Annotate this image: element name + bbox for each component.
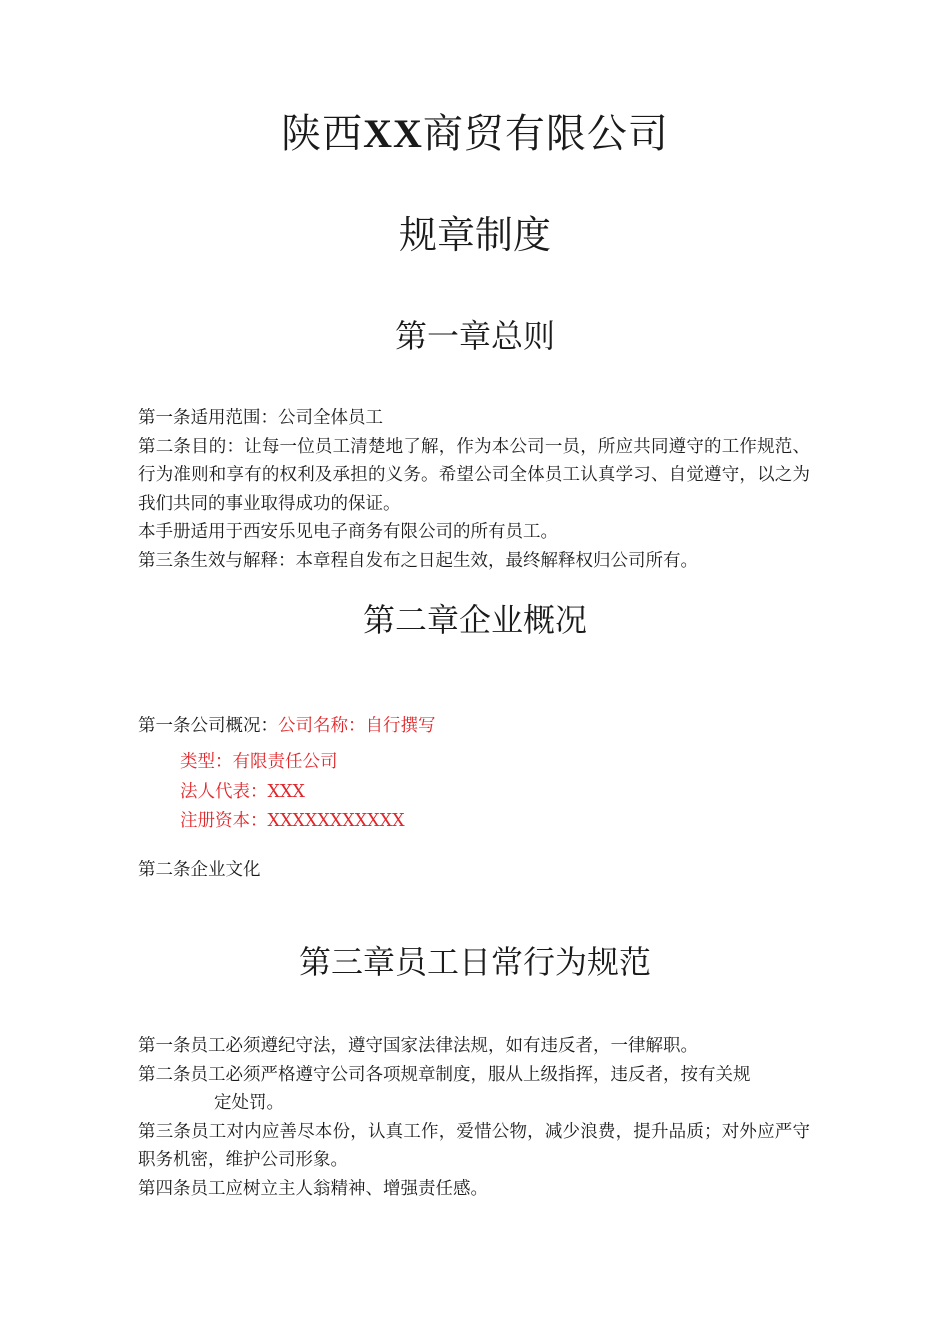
chapter-1-article-1: 第一条适用范围：公司全体员工 xyxy=(138,408,383,428)
chapter-3-article-3: 第三条员工对内应善尽本份，认真工作，爱惜公物，减少浪费，提升品质；对外应严守职务机密，维护公司形象。 xyxy=(138,1121,810,1170)
overview-company-name: 公司名称：自行撰写 xyxy=(278,716,436,736)
chapter-1-heading: 第一章总则 xyxy=(394,317,555,355)
company-title-prefix: 陕西 xyxy=(281,111,364,157)
chapter-1-scope-note: 本手册适用于西安乐见电子商务有限公司的所有员工。 xyxy=(138,522,558,542)
company-info-list xyxy=(138,748,810,837)
chapter-3-article-1: 第一条员工必须遵纪守法，遵守国家法律法规，如有违反者，一律解职。 xyxy=(138,1036,698,1056)
chapter-2-article-1 xyxy=(138,712,810,741)
registered-capital: 注册资本：XXXXXXXXXXX xyxy=(180,811,405,831)
company-type: 类型：有限责任公司 xyxy=(180,752,338,772)
legal-representative: 法人代表：XXX xyxy=(180,781,305,802)
chapter-1-article-2: 第二条目的：让每一位员工清楚地了解，作为本公司一员，所应共同遵守的工作规范、行为准则和享有的权利及承担的义务。希望公司全体员工认真学习、自觉遵守，以之为我们共同的事业取得成功的保证。 xyxy=(138,436,810,514)
company-title xyxy=(0,108,950,160)
chapter-3-article-2-continued: 定处罚。 xyxy=(214,1093,284,1113)
chapter-2-article-2 xyxy=(138,856,810,885)
document-title: 规章制度 xyxy=(398,213,551,257)
chapter-3-article-2: 第二条员工必须严格遵守公司各项规章制度，服从上级指挥，违反者，按有关规 xyxy=(138,1064,751,1085)
chapter-1-body xyxy=(138,404,810,575)
chapter-3-body xyxy=(138,1032,810,1203)
chapter-2-body xyxy=(138,712,810,741)
overview-label: 第一条公司概况： xyxy=(138,716,278,736)
chapter-3-heading: 第三章员工日常行为规范 xyxy=(298,943,651,981)
chapter-1-article-3: 第三条生效与解释：本章程自发布之日起生效，最终解释权归公司所有。 xyxy=(138,550,698,571)
company-title-suffix: 商贸有限公司 xyxy=(422,111,669,157)
chapter-3-article-4: 第四条员工应树立主人翁精神、增强责任感。 xyxy=(138,1178,488,1199)
corporate-culture: 第二条企业文化 xyxy=(138,860,261,880)
company-title-xx: XX xyxy=(363,111,423,156)
chapter-2-heading: 第二章企业概况 xyxy=(362,601,587,639)
